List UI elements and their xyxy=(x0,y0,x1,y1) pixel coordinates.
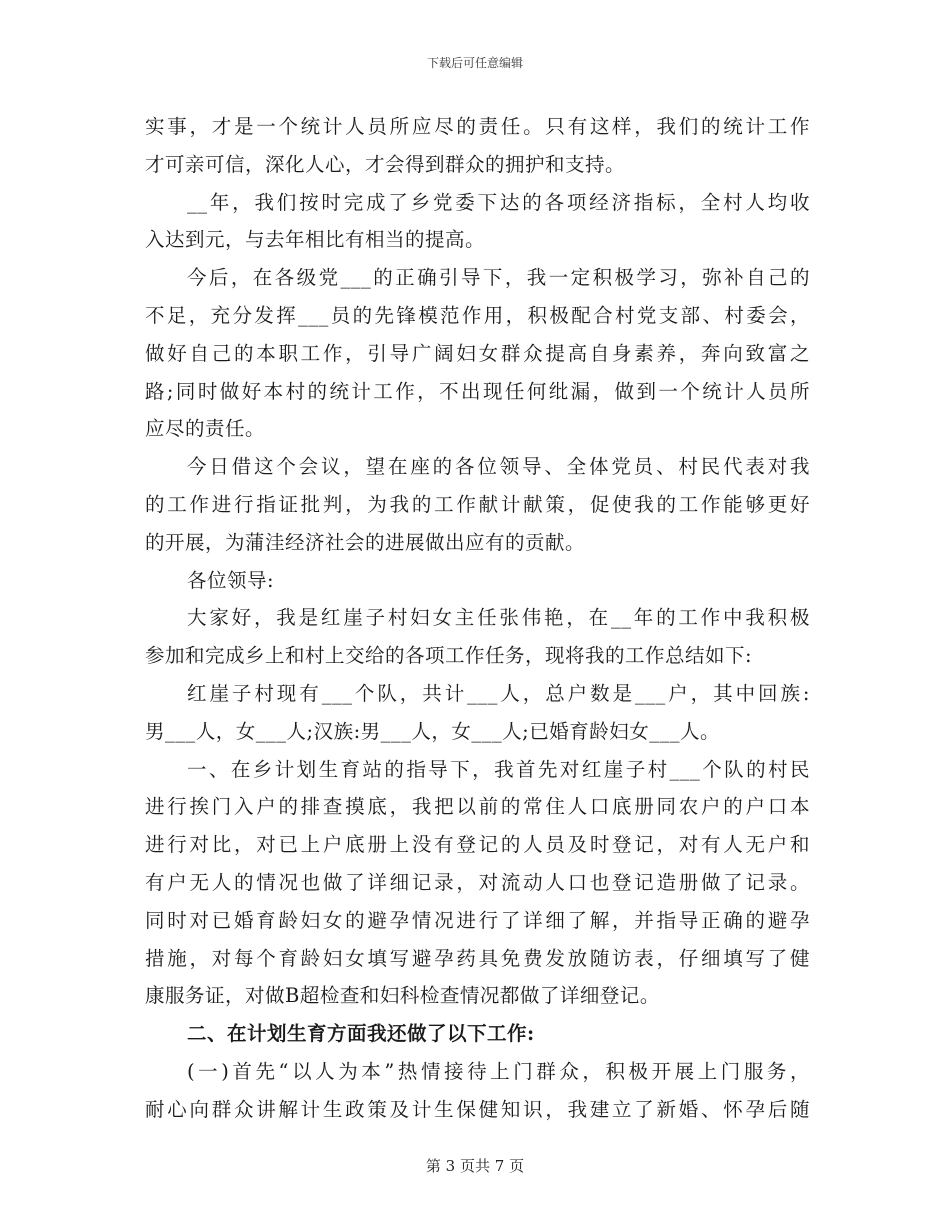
text-line: 入达到元，与去年相比有相当的提高。 xyxy=(145,228,486,252)
text-line: 有户无人的情况也做了详细记录，对流动人口也登记造册做了记录。 xyxy=(145,870,810,894)
text-line: (一)首先“以人为本”热情接待上门群众，积极开展上门服务， xyxy=(187,1059,810,1083)
text-line: 今后，在各级党___的正确引导下，我一定积极学习，弥补自己的 xyxy=(187,266,810,290)
section-heading-line: 二、在计划生育方面我还做了以下工作: xyxy=(187,1022,535,1046)
text-line: 的工作进行指证批判，为我的工作献计献策，促使我的工作能够更好 xyxy=(145,492,810,516)
text-line: __年，我们按时完成了乡党委下达的各项经济指标，全村人均收 xyxy=(187,190,810,214)
text-line: 一、在乡计划生育站的指导下，我首先对红崖子村___个队的村民 xyxy=(187,757,810,781)
text-line: 应尽的责任。 xyxy=(145,417,266,441)
text-line: 大家好，我是红崖子村妇女主任张伟艳，在__年的工作中我积极 xyxy=(187,606,810,630)
text-line: 进行对比，对已上户底册上没有登记的人员及时登记，对有人无户和 xyxy=(145,833,810,857)
text-line: 措施，对每个育龄妇女填写避孕药具免费发放随访表，仔细填写了健 xyxy=(145,946,810,970)
text-line: 的开展，为蒲洼经济社会的进展做出应有的贡献。 xyxy=(145,530,586,554)
page-header: 下载后可任意编辑 xyxy=(426,56,523,70)
text-line: 实事，才是一个统计人员所应尽的责任。只有这样，我们的统计工作 xyxy=(145,115,810,138)
text-line: 今日借这个会议，望在座的各位领导、全体党员、村民代表对我 xyxy=(187,455,810,479)
text-line: 路;同时做好本村的统计工作，不出现任何纰漏，做到一个统计人员所 xyxy=(145,379,810,403)
text-line: 才可亲可信，深化人心，才会得到群众的拥护和支持。 xyxy=(145,152,626,176)
text-line: 进行挨门入户的排查摸底，我把以前的常住人口底册同农户的户口本 xyxy=(145,795,810,819)
text-line: 红崖子村现有___个队，共计___人，总户数是___户，其中回族: xyxy=(187,681,810,705)
text-line: 参加和完成乡上和村上交给的各项工作任务，现将我的工作总结如下: xyxy=(145,644,753,668)
text-line: 不足，充分发挥___员的先锋模范作用，积极配合村党支部、村委会， xyxy=(145,303,810,327)
text-line: 男___人，女___人;汉族:男___人，女___人;已婚育龄妇女___人。 xyxy=(145,719,720,743)
page-number: 第 3 页共 7 页 xyxy=(425,1157,525,1175)
text-line: 做好自己的本职工作，引导广阔妇女群众提高自身素养，奔向致富之 xyxy=(145,341,810,365)
text-line: 各位领导: xyxy=(187,568,275,592)
document-body xyxy=(145,108,810,1129)
text-line: 康服务证，对做B超检查和妇科检查情况都做了详细登记。 xyxy=(145,984,660,1008)
text-line: 耐心向群众讲解计生政策及计生保健知识，我建立了新婚、怀孕后随 xyxy=(145,1097,810,1121)
text-line: 同时对已婚育龄妇女的避孕情况进行了详细了解，并指导正确的避孕 xyxy=(145,908,810,932)
